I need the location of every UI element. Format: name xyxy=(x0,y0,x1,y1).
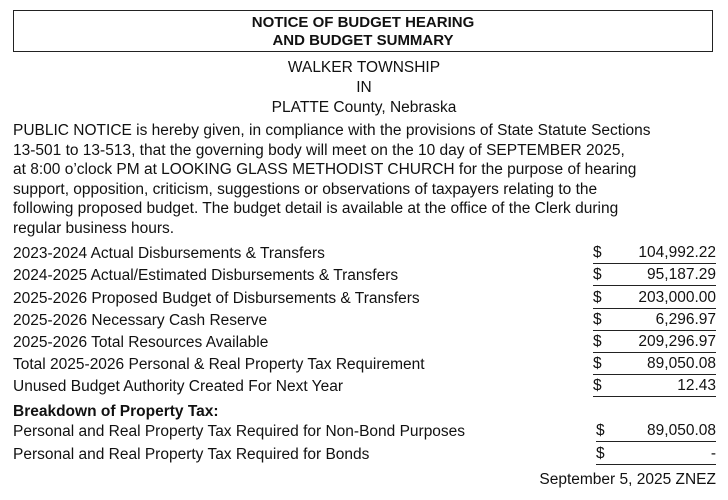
notice-line: at 8:00 o’clock PM at LOOKING GLASS METHODIST CHURCH for the purpose of hearing xyxy=(13,161,637,178)
publication-footer: September 5, 2025 ZNEZ xyxy=(539,471,716,488)
notice-line: support, opposition, criticism, suggestions or observations of taxpayers relating to the xyxy=(13,180,598,198)
breakdown-row xyxy=(13,444,716,466)
budget-row-amount: 209,296.97 xyxy=(596,332,716,353)
budget-row-amount: 203,000.00 xyxy=(596,288,716,309)
currency-symbol: $ xyxy=(593,310,607,331)
currency-symbol: $ xyxy=(593,354,607,375)
organization-heading xyxy=(0,58,728,118)
budget-row-label: 2023-2024 Actual Disbursements & Transfers xyxy=(13,245,325,262)
notice-title-line2: AND BUDGET SUMMARY xyxy=(272,32,454,49)
budget-row xyxy=(13,376,716,398)
currency-symbol: $ xyxy=(593,332,607,353)
budget-row-label: Unused Budget Authority Created For Next Year xyxy=(13,378,344,395)
budget-row-label: 2025-2026 Necessary Cash Reserve xyxy=(13,312,268,329)
budget-row xyxy=(13,265,716,287)
budget-row xyxy=(13,310,716,332)
organization-in: IN xyxy=(356,79,372,96)
currency-symbol: $ xyxy=(593,265,607,286)
organization-name: WALKER TOWNSHIP xyxy=(287,59,441,76)
currency-symbol: $ xyxy=(596,444,610,465)
breakdown-row xyxy=(13,421,716,443)
notice-line: 13-501 to 13-513, that the governing body will meet on the 10 day of SEPTEMBER 2025, xyxy=(13,141,625,159)
notice-title-line1: NOTICE OF BUDGET HEARING xyxy=(251,14,475,31)
budget-row-amount: 12.43 xyxy=(596,376,716,397)
budget-row xyxy=(13,332,716,354)
budget-row-label: 2025-2026 Proposed Budget of Disbursements & Transfers xyxy=(13,290,420,307)
notice-paragraph xyxy=(13,121,718,238)
notice-line: PUBLIC NOTICE is hereby given, in compliance with the provisions of State Statute Sections xyxy=(13,122,651,139)
breakdown-row-amount: - xyxy=(596,444,716,465)
budget-row xyxy=(13,243,716,265)
notice-line: following proposed budget. The budget detail is available at the office of the Clerk during xyxy=(13,200,619,217)
budget-row-label: Total 2025-2026 Personal & Real Property Tax Requirement xyxy=(13,356,425,373)
breakdown-row-label: Personal and Real Property Tax Required for Non-Bond Purposes xyxy=(13,423,466,440)
budget-row-amount: 95,187.29 xyxy=(596,265,716,286)
currency-symbol: $ xyxy=(593,376,607,397)
organization-county: PLATTE County, Nebraska xyxy=(271,99,457,116)
currency-symbol: $ xyxy=(593,243,607,264)
budget-row-amount: 6,296.97 xyxy=(596,310,716,331)
notice-title-box xyxy=(13,10,713,52)
budget-row-amount: 89,050.08 xyxy=(596,354,716,375)
breakdown-heading: Breakdown of Property Tax: xyxy=(13,403,219,420)
breakdown-row-amount: 89,050.08 xyxy=(596,421,716,442)
breakdown-row-label: Personal and Real Property Tax Required for Bonds xyxy=(13,446,370,463)
currency-symbol: $ xyxy=(596,421,610,442)
budget-row xyxy=(13,354,716,376)
currency-symbol: $ xyxy=(593,288,607,309)
budget-row-label: 2025-2026 Total Resources Available xyxy=(13,334,269,351)
budget-row xyxy=(13,288,716,310)
notice-line: regular business hours. xyxy=(13,219,175,237)
budget-row-amount: 104,992.22 xyxy=(596,243,716,264)
budget-row-label: 2024-2025 Actual/Estimated Disbursements & Transfers xyxy=(13,267,399,284)
